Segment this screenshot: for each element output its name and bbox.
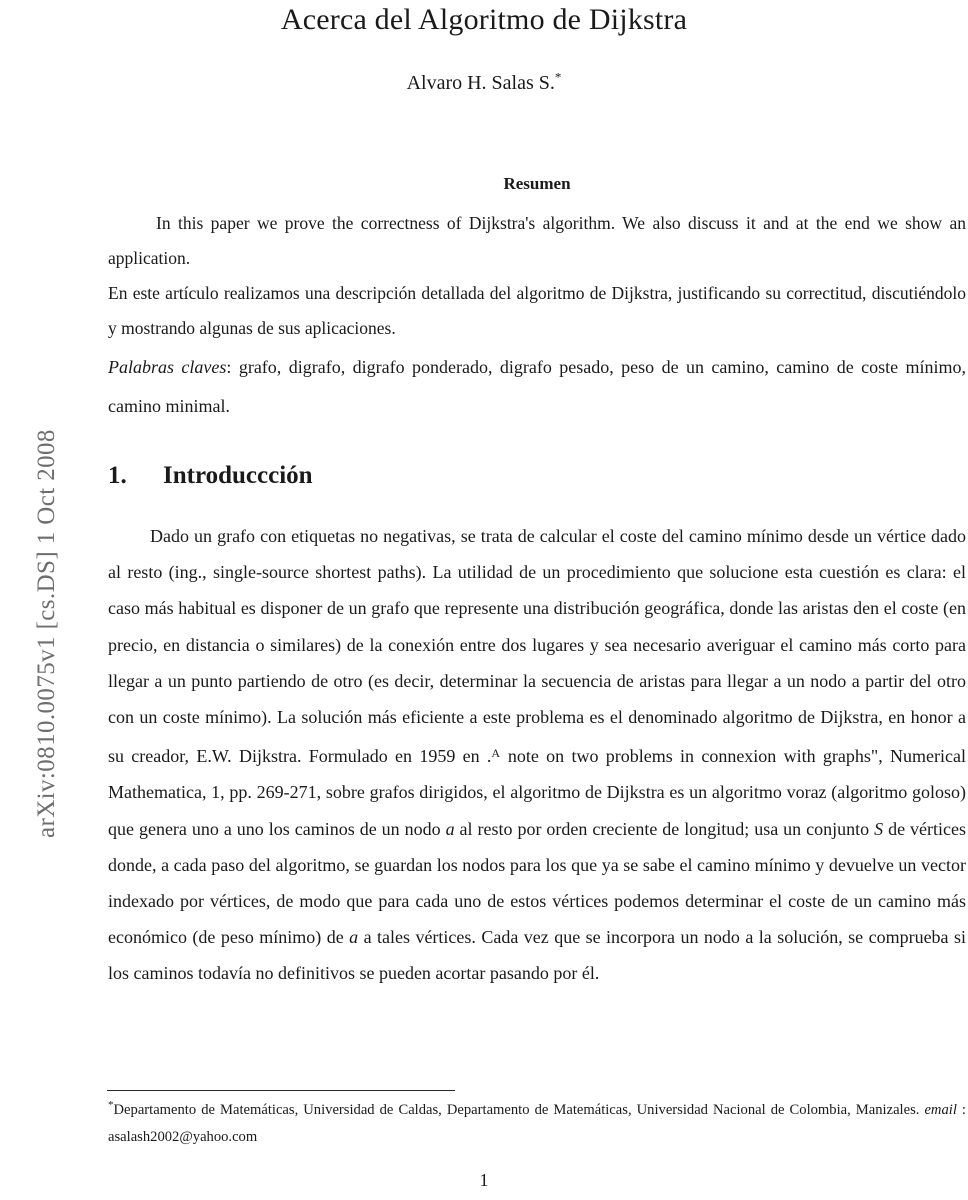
abstract-heading: Resumen: [503, 174, 571, 193]
body-text-part-2: note on two problems in connexion with graphs", Numerical Mathematica, 1, pp. 269-271, sobre grafos dirigidos, el algoritmo de Dijkstra es un algoritmo voraz (algoritmo goloso) que genera uno a uno los caminos de un nodo: [108, 746, 966, 839]
footnote-marker: *: [108, 1099, 114, 1112]
footnote-affiliation: Departamento de Matemáticas, Universidad de Caldas, Departamento de Matemáticas, Universidad Nacional de Colombia, Manizales.: [113, 1102, 925, 1118]
keywords-label: Palabras claves: [108, 357, 227, 377]
author-name: Alvaro H. Salas S.: [406, 72, 555, 94]
section-number: 1.: [108, 462, 127, 489]
body-text-part-4: de vértices donde, a cada paso del algoritmo, se guardan los nodos para los que ya se sabe el camino mínimo y devuelve un vector indexado por vértices, de modo que para cada uno de estos vértices podemos determinar el coste de un camino más económico (de peso mínimo) de: [108, 818, 966, 948]
footnote-email-separator: :: [956, 1102, 966, 1118]
arxiv-stamp-text: arXiv:0810.0075v1 [cs.DS] 1 Oct 2008: [33, 429, 60, 838]
page-number: 1: [479, 1170, 489, 1190]
mangled-quote-glyph: A: [491, 746, 501, 761]
author-footnote-marker: *: [554, 69, 562, 85]
keywords-text: grafo, digrafo, digrafo ponderado, digrafo pesado, peso de un camino, camino de coste mínimo, camino minimal.: [108, 357, 966, 416]
footnote-email-label: email: [924, 1102, 957, 1118]
footnote-email-address: asalash2002@yahoo.com: [108, 1129, 258, 1145]
keywords-line: [108, 348, 966, 426]
introduction-body: [108, 518, 966, 992]
footnote: [108, 1097, 966, 1151]
abstract-body: [108, 206, 966, 346]
section-heading: [108, 460, 966, 492]
footnote-separator-rule: [107, 1090, 455, 1091]
abstract-paragraph-spanish: En este artículo realizamos una descripción detallada del algoritmo de Dijkstra, justificando su correctitud, discutiéndolo y mostrando algunas de sus aplicaciones.: [108, 283, 966, 338]
introduction-paragraph: [108, 518, 966, 992]
math-variable-a-first: a: [445, 818, 455, 839]
body-text-part-3: al resto por orden creciente de longitud; usa un conjunto: [454, 818, 875, 839]
abstract-paragraph-english: In this paper we prove the correctness of Dijkstra's algorithm. We also discuss it and at the end we show an application.: [108, 213, 966, 268]
body-text-part-5: a tales vértices. Cada vez que se incorpora un nodo a la solución, se comprueba si los caminos todavía no definitivos se pueden acortar pasando por él.: [108, 927, 966, 984]
section-title: Introduccción: [163, 462, 313, 489]
page-title: Acerca del Algoritmo de Dijkstra: [280, 3, 688, 36]
body-text-part-1: Dado un grafo con etiquetas no negativas, se trata de calcular el coste del camino mínimo desde un vértice dado al resto (ing., single-source shortest paths). La utilidad de un procedimiento que solucione esta cuestión es clara: el caso más habitual es disponer de un grafo que represente una distribución geográfica, donde las aristas den el coste (en precio, en distancia o similares) de la conexión entre dos lugares y sea necesario averiguar el camino más corto para llegar a un punto partiendo de otro (es decir, determinar la secuencia de aristas para llegar a un nodo a partir del otro con un coste mínimo). La solución más eficiente a este problema es el denominado algoritmo de Dijkstra, en honor a su creador, E.W. Dijkstra. Formulado en 1959 en .: [108, 526, 966, 767]
math-variable-a-second: a: [349, 927, 359, 948]
math-variable-s: S: [874, 818, 884, 839]
keywords-separator: :: [226, 357, 239, 377]
author-line: [0, 70, 968, 96]
